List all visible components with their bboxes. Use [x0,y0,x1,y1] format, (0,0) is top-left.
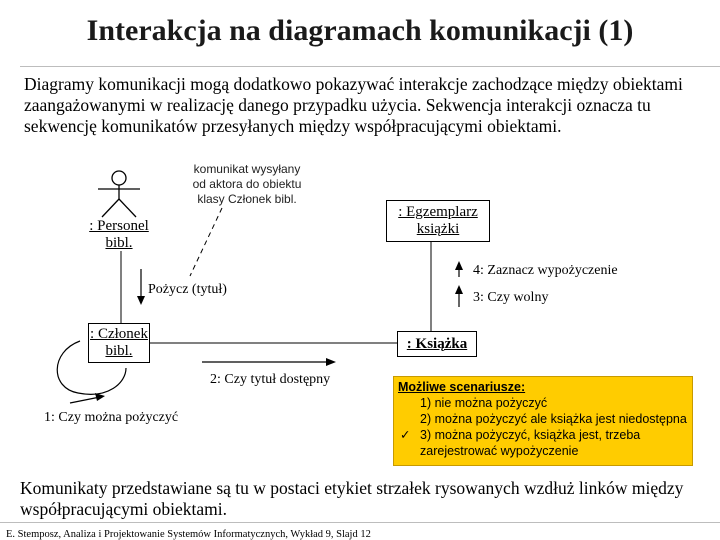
scenarios-heading: Możliwe scenariusze: [398,380,526,394]
actor-label [87,218,151,252]
footer-divider [0,522,720,523]
scenario-item [398,411,688,427]
arrow-pozycz [137,269,145,305]
message-2: 2: Czy tytuł dostępny [210,372,331,387]
message-1: 1: Czy można pożyczyć [44,410,179,425]
message-pozycz: Pożycz (tytuł) [148,282,227,297]
object-egzemplarz-line2: książki [416,221,460,237]
slide-title: Interakcja na diagramach komunikacji (1) [86,14,634,47]
check-icon: ✓ [400,428,411,442]
object-czlonek-line2: bibl. [105,343,133,359]
scenarios-box [393,376,693,466]
message-4: 4: Zaznacz wypożyczenie [473,263,618,278]
outro-text: Komunikaty przedstawiane są tu w postaci etykiet strzałek rysowanych wzdłuż linków między współpracującymi obiektami. [20,478,684,519]
scenario-item-text: 3) można pożyczyć, książka jest, trzeba zarejestrować wypożyczenie [420,428,641,458]
intro-text: Diagramy komunikacji mogą dodatkowo pokazywać interakcje zachodzące między obiektami zaangażowanymi w realizację danego przypadku użycia. Sekwencja interakcji oznacza tu sekwencję komunikatów przesyłanych między współpracującymi obiektami. [24,74,683,136]
scenario-item-text: 1) nie można pożyczyć [420,396,548,410]
diagram-note: komunikat wysyłany od aktora do obiektu klasy Członek bibl. [192,162,302,206]
actor-icon [98,171,140,217]
object-egzemplarz-ksiazki[interactable] [386,200,490,242]
arrow-m2 [202,358,336,366]
object-egzemplarz-line1: : Egzemplarz [398,204,478,220]
scenario-item [398,395,688,411]
arrow-m3 [455,285,463,307]
object-czlonek-line1: : Członek [90,326,148,342]
object-czlonek-bibl[interactable] [88,323,150,363]
object-ksiazka-line1: : Książka [406,336,468,352]
scenario-item [398,427,688,459]
object-ksiazka[interactable] [397,331,477,357]
footer-citation: E. Stemposz, Analiza i Projektowanie Systemów Informatycznych, Wykład 9, Slajd 12 [6,529,371,540]
note-connector [190,208,222,276]
message-3: 3: Czy wolny [473,290,549,305]
arrow-m4 [455,261,463,277]
actor-label-line2: bibl. [105,235,133,251]
actor-label-line1: : Personel [89,218,149,234]
scenario-item-text: 2) można pożyczyć ale książka jest niedostępna [420,412,687,426]
